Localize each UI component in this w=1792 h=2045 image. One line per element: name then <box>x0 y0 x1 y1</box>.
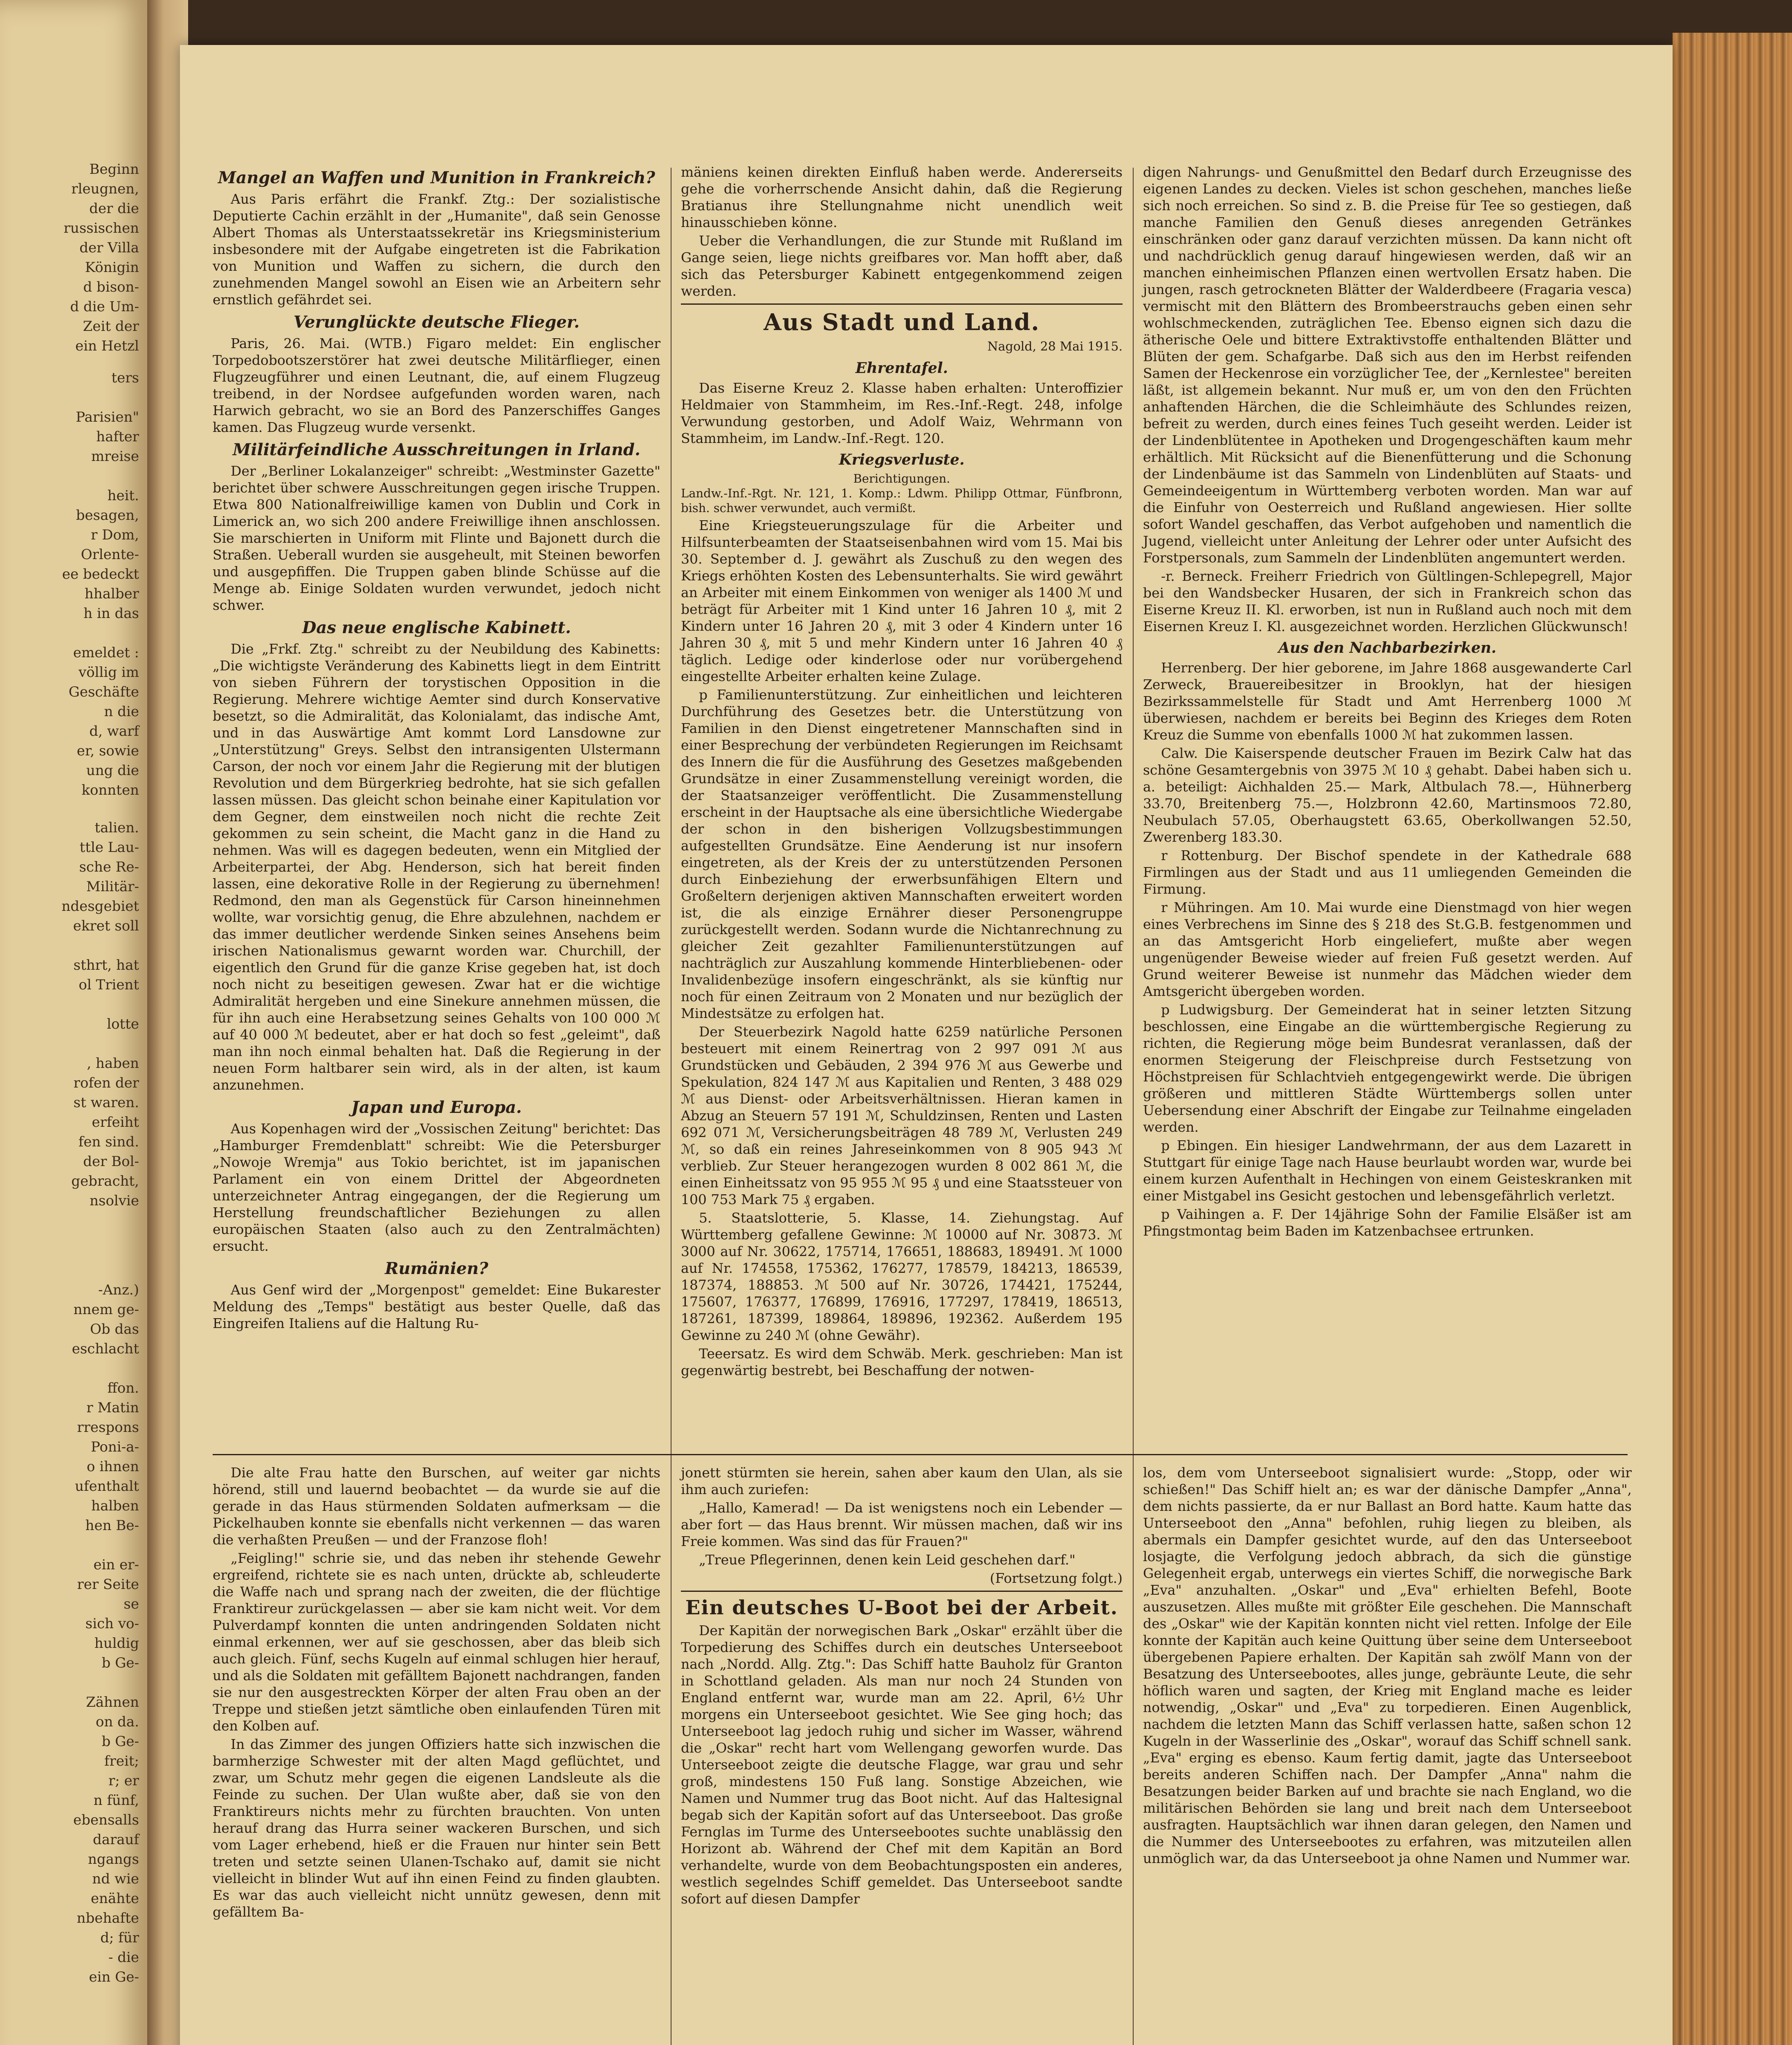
article-text: Landw.-Inf.-Rgt. Nr. 121, 1. Komp.: Ldwm. Philipp Ottmar, Fünfbronn, bish. schwer verwundet, auch vermißt. <box>681 486 1123 515</box>
feuilleton-separator <box>213 1454 1628 1455</box>
column-divider <box>1133 1458 1134 2045</box>
story-text: „Feigling!" schrie sie, und das neben ihr stehende Gewehr ergreifend, richtete sie es nach unten, drückte ab, schleuderte die Waffe nach und sprang nach der zweiten, die der flüchtige Franktireur zurückgelassen — aber sie kam nicht weit. Vor dem Pulverdampf konnten die unten andringenden Soldaten nicht einmal erkennen, wer auf sie geschossen, aber das bleib sich auch gleich. Fünf, sechs Kugeln auf einmal schlugen hier herauf, und als die Soldaten mit gefälltem Bajonett nachdrangen, fanden sie nur den ausgestreckten Körper der alten Frau oben an der Treppe und stießen jetzt sämtliche oben einlaufenden Türen mit den Kolben auf. <box>213 1550 660 1734</box>
feuilleton-column-3 <box>1143 1464 1632 1868</box>
article-text: Calw. Die Kaiserspende deutscher Frauen im Bezirk Calw hat das schöne Gesamtergebnis von 3975 ℳ 10 ₰ gehabt. Dabei haben sich u. a. beteiligt: Aichhalden 25.— Mark, Altbulach 78.—, Hühnerberg 33.70, Breitenberg 75.—, Holzbronn 42.60, Martinsmoos 72.80, Neubulach 57.05, Oberhaugstett 63.65, Oberkollwangen 52.50, Zwerenberg 183.30. <box>1143 745 1632 845</box>
newspaper-page <box>180 45 1673 2045</box>
section-rule <box>681 303 1123 305</box>
continuation-note: (Fortsetzung folgt.) <box>990 1570 1123 1586</box>
subheading: Berichtigungen. <box>853 472 950 485</box>
headline: Das neue englische Kabinett. <box>302 618 571 637</box>
article-text: Paris, 26. Mai. (WTB.) Figaro meldet: Ein englischer Torpedobootszerstörer hat zwei deutsche Militärflieger, einen Flugzeugführer und einen Leutnant, die, auf einem Flugzeug treibend, in der Nordsee aufgefunden worden waren, nach Harwich gebracht, wo sie an Bord des Panzerschiffes Ganges kamen. Das Flugzeug wurde versenkt. <box>213 335 660 435</box>
column-1 <box>213 164 660 1333</box>
story-text: jonett stürmten sie herein, sahen aber kaum den Ulan, als sie ihm auch zuriefen: <box>681 1465 1123 1497</box>
column-divider <box>1133 168 1134 1468</box>
article-text: p Ebingen. Ein hiesiger Landwehrmann, der aus dem Lazarett in Stuttgart für einige Tage nach Hause beurlaubt worden war, wurde bei einem kurzen Aufenthalt in Hechingen von einem Geisteskranken mit einer Mistgabel ins Gesicht gestochen und lebensgefährlich verletzt. <box>1143 1137 1632 1204</box>
column-2 <box>681 164 1123 1380</box>
article-text: r Mühringen. Am 10. Mai wurde eine Dienstmagd von hier wegen eines Verbrechens im Sinne des § 218 des St.G.B. festgenommen und an das Amtsgericht Horb eingeliefert, mußte aber wegen ungenügender Beweise wieder auf freien Fuß gesetzt werden. Auf Grund weiterer Beweise ist nunmehr das Mädchen wieder dem Amtsgericht übergeben worden. <box>1143 899 1632 999</box>
article-text: p Familienunterstützung. Zur einheitlichen und leichteren Durchführung des Gesetzes betr. die Unterstützung von Familien in den Dienst eingetretener Mannschaften sind in einer Besprechung der verbündeten Regierungen im Reichsamt des Innern die für die Ausführung des Gesetzes maßgebenden Grundsätze in einer Zusammenstellung vereinigt worden, die der Staatsanzeiger veröffentlicht. Die Zusammenstellung erscheint in der Hauptsache als eine übersichtliche Wiedergabe der schon in den bisherigen Vollzugsbestimmungen aufgestellten Grundsätze. Eine Aenderung ist nur insofern eingetreten, als der Kreis der zu unterstützenden Personen durch Einbeziehung der erwerbsunfähigen Eltern und Großeltern derjenigen aktiven Mannschaften erweitert worden ist, die als einzige Ernährer dieser Personengruppe zurückgestellt werden. Sodann wurde die Nichtanrechnung zu gleicher Zeit gezahlter Familienunterstützungen auf nachträglich zur Auszahlung kommende Hinterbliebenen- oder Invalidenbezüge insofern eingeschränkt, als sie künftig nur noch für einen Zeitraum von 2 Monaten und nur bezüglich der Mindestsätze zu erfolgen hat. <box>681 687 1123 1021</box>
article-text: Der „Berliner Lokalanzeiger" schreibt: „Westminster Gazette" berichtet über schwere Ausschreitungen gegen irische Truppen. Etwa 800 Nationalfreiwillige kamen von Dublin und Cork in Limerick an, wo sich 200 andere Freiwillige ihnen anschlossen. Sie marschierten in Uniform mit Flinte und Bajonett durch die Straßen. Ueberall wurden sie ausgeheult, mit Steinen beworfen und ausgepfiffen. Die Truppen gaben blinde Schüsse auf die Menge ab. Einige Soldaten wurden verwundet, jedoch nicht schwer. <box>213 463 660 613</box>
article-text: mäniens keinen direkten Einfluß haben werde. Andererseits gehe die vorherrschende Ansicht dahin, daß die Regierung Bratianus ihre Stellungnahme nicht unendlich weit hinausschieben könne. <box>681 164 1123 230</box>
article-text: Teeersatz. Es wird dem Schwäb. Merk. geschrieben: Man ist gegenwärtig bestrebt, bei Beschaffung der notwen- <box>681 1346 1123 1378</box>
section-rule <box>681 1591 1123 1592</box>
page-edges-stack <box>1673 33 1792 2045</box>
headline: Kriegsverluste. <box>839 451 965 468</box>
article-text: Aus Kopenhagen wird der „Vossischen Zeitung" berichtet: Das „Hamburger Fremdenblatt" schreibt: Wie die Petersburger „Nowoje Wremja" aus Tokio berichtet, ist im japanischen Parlament ein von einem Drittel der Abgeordneten unterzeichneter Antrag eingegangen, der die Regierung um Herstellung freundschaftlicher Beziehungen zu allen europäischen Staaten (also auch zu den Zentralmächten) ersucht. <box>213 1121 660 1254</box>
article-text: -r. Berneck. Freiherr Friedrich von Gültlingen-Schlepegrell, Major bei den Wandsbecker Husaren, der sich in Frankreich schon das Eiserne Kreuz II. Kl. erworben, ist nun in Rußland auch noch mit dem Eisernen Kreuz I. Kl. ausgezeichnet worden. Herzlichen Glückwunsch! <box>1143 568 1632 634</box>
headline: Verunglückte deutsche Flieger. <box>293 312 580 332</box>
left-page-stub-text: -Anz.) nnem ge- Ob das eschlacht ffon. r Matin rrespons Poni-a- o ihnen ufenthalt halben hen Be- ein er- rer Seite se sich vo- huldig b Ge- Zähnen on da. b Ge- freit; r; er n fünf, ebensalls darauf ngangs nd wie enähte nbehafte d; für - die ein Ge- <box>72 1282 139 1985</box>
headline: Japan und Europa. <box>351 1098 522 1117</box>
article-text: Das Eiserne Kreuz 2. Klasse haben erhalten: Unteroffizier Heldmaier von Stammheim, im Res.-Inf.-Regt. 248, infolge Verwundung gestorben, und Adolf Waiz, Wehrmann von Stammheim, im Landw.-Inf.-Regt. 120. <box>681 380 1123 446</box>
feuilleton-column-1 <box>213 1464 660 1922</box>
article-text: los, dem vom Unterseeboot signalisiert wurde: „Stopp, oder wir schießen!" Das Schiff hielt an; es war der dänische Dampfer „Anna", dem nichts passierte, da er nur Ballast an Bord hatte. Kaum hatte das Unterseeboot den „Anna" befohlen, ruhig liegen zu bleiben, als abermals ein Dampfer gesichtet wurde, auf den das Unterseeboot losjagte, die Verfolgung jedoch abbrach, da sich die günstige Gelegenheit ergab, unterwegs ein viertes Schiff, die norwegische Bark „Eva" anzuhalten. „Oskar" und „Eva" erhielten Befehl, Boote auszusetzen. Alles mußte mit größter Eile geschehen. Die Mannschaft des „Oskar" wie der Kapitän konnten nicht viel retten. Infolge der Eile konnte der Kapitän auch keine Quittung über seine dem Unterseeboot übergebenen Papiere erhalten. Der Kapitän sah zwölf Mann von der Besatzung des Unterseebootes, alles junge, gebräunte Leute, die sehr höflich waren und sagten, der Krieg mit England mache es leider notwendig, „Oskar" und „Eva" zu torpedieren. Einen Augenblick, nachdem die letzten Mann das Schiff verlassen hatte, saßen schon 12 Kugeln in der Wasserlinie des „Oskar", worauf das Schiff schnell sank. „Eva" erging es ebenso. Kaum fertig damit, jagte das Unterseeboot bereits anderen Schiffen nach. Der Dampfer „Anna" nahm die Besatzungen beider Barken auf und brachte sie nach England, wo die militärischen Behörden sie lang und breit nach dem Unterseeboot ausfragten. Hauptsächlich war ihnen daran gelegen, den Namen und die Nummer des Unterseebootes zu erfahren, was mitzuteilen allen unmöglich war, da das Unterseeboot ja ohne Namen und Nummer war. <box>1143 1465 1632 1866</box>
article-text: r Rottenburg. Der Bischof spendete in der Kathedrale 688 Firmlingen aus der Stadt und aus 11 umliegenden Gemeinden die Firmung. <box>1143 847 1632 897</box>
section-headline: Aus Stadt und Land. <box>764 309 1040 336</box>
headline: Ein deutsches U-Boot bei der Arbeit. <box>685 1596 1118 1619</box>
article-text: Der Steuerbezirk Nagold hatte 6259 natürliche Personen besteuert mit einem Reinertrag von 2 997 091 ℳ aus Grundstücken und Gebäuden, 2 394 976 ℳ aus Gewerbe und Spekulation, 824 147 ℳ aus Kapitalien und Renten, 3 488 029 ℳ aus Dienst- oder Arbeitsverhältnissen. Hieran kamen in Abzug an Steuern 57 191 ℳ, Schuldzinsen, Renten und Lasten 692 071 ℳ, Versicherungsbeiträgen 48 789 ℳ, Verlusten 249 ℳ, so daß ein reines Jahreseinkommen von 8 905 943 ℳ verblieb. Zur Steuer herangezogen wurden 8 002 861 ℳ, die einen Einheitssatz von 95 955 ℳ 95 ₰ und eine Staatssteuer von 100 753 Mark 75 ₰ ergaben. <box>681 1024 1123 1207</box>
headline: Mangel an Waffen und Munition in Frankreich? <box>218 168 655 187</box>
article-text: Herrenberg. Der hier geborene, im Jahre 1868 ausgewanderte Carl Zerweck, Brauereibesitzer in Brooklyn, hat der hiesigen Bezirkssammelstelle für Stadt und Amt Herrenberg 1000 ℳ überwiesen, nachdem er bereits bei Beginn des Krieges dem Roten Kreuz die Summe von ebenfalls 1000 ℳ hat zukommen lassen. <box>1143 660 1632 743</box>
article-text: Die „Frkf. Ztg." schreibt zu der Neubildung des Kabinetts: „Die wichtigste Veränderung des Kabinetts liegt in dem Eintritt von sieben Führern der torystischen Opposition in die Regierung. Mehrere wichtige Aemter sind durch Konservative besetzt, so die Admiralität, das Kolonialamt, das indische Amt, und in das Auswärtige Amt kommt Lord Lansdowne zur „Unterstützung" Greys. Selbst den intransigenten Ulstermann Carson, der noch vor einem Jahr die Regierung mit der blutigen Revolution und dem Bürgerkrieg bedrohte, hat sie sich gefallen lassen müssen. Das gleicht schon beinahe einer Kapitulation vor dem Gegner, dem einstweilen noch nicht die rechte Zeit gekommen zu sein scheint, die Macht ganz in die Hand zu nehmen. Was will es dagegen bedeuten, wenn ein Mitglied der Arbeiterpartei, der Abg. Henderson, sich hat bereit finden lassen, eine dekorative Rolle in der Regierung zu übernehmen! Redmond, den man als Gegenstück für Carson hineinnehmen wollte, war vorsichtig genug, die Ehre abzulehnen, nachdem er das immer deutlicher werdende Sinken seines Ansehens beim irischen Nationalismus gewarnt worden war. Churchill, der eigentlich den Grund für die ganze Krise gegeben hat, ist doch noch nicht zu beseitigen gewesen. Zwar hat er die wichtige Admiralität hergeben und eine Sinekure annehmen müssen, die für ihn auch eine Herabsetzung seines Gehalts von 100 000 ℳ auf 40 000 ℳ bedeutet, aber er hat doch so fest „geleimt", daß man ihn noch einmal behalten hat. Daß die Regierung in der neuen Form haltbarer sein wird, als in der alten, ist kaum anzunehmen. <box>213 641 660 1093</box>
article-text: Ueber die Verhandlungen, die zur Stunde mit Rußland im Gange seien, liege nichts greifbares vor. Man hofft aber, daß sich das Petersburger Kabinett entgegenkommend zeigen werden. <box>681 233 1123 299</box>
article-text: p Vaihingen a. F. Der 14jährige Sohn der Familie Elsäßer ist am Pfingstmontag beim Baden im Katzenbachsee ertrunken. <box>1143 1206 1632 1239</box>
article-text: Eine Kriegsteuerungszulage für die Arbeiter und Hilfsunterbeamten der Staatseisenbahnen wird vom 15. Mai bis 30. September d. J. gewährt als Zuschuß zu den wegen des Kriegs erhöhten Kosten des Lebensunterhalts. Sie wird gewährt an Arbeiter mit einem Einkommen von weniger als 1400 ℳ und beträgt für Arbeiter mit 1 Kind unter 16 Jahren 10 ₰, mit 2 Kindern unter 16 Jahren 20 ₰, mit 3 oder 4 Kindern unter 16 Jahren 30 ₰, mit 5 und mehr Kindern unter 16 Jahren 40 ₰ täglich. Ledige oder kinderlose oder nur vorübergehend eingestellte Arbeiter erhalten keine Zulage. <box>681 517 1123 684</box>
article-text: digen Nahrungs- und Genußmittel den Bedarf durch Erzeugnisse des eigenen Landes zu decken. Vieles ist schon geschehen, manches ließe sich noch erreichen. So sind z. B. die Preise für Tee so gestiegen, daß manche Familien den Genuß dieses anregenden Getränkes einschränken oder ganz darauf verzichten müssen. Da kann nicht oft und nachdrücklich genug darauf hingewiesen werden, daß wir an manchen einheimischen Pflanzen einen wertvollen Ersatz haben. Die jungen, rasch getrockneten Blätter der Walderdbeere (Fragaria vesca) vermischt mit den Blättern des Brombeerstrauchs geben einen sehr wohlschmeckenden, zuträglichen Tee. Ebenso eignen sich dazu die ätherische Oele und bittere Extraktivstoffe enthaltenden Blätter und Blüten der gem. Schafgarbe. Daß sich aus den im Herbst reifenden Samen der Heckenrose ein vorzüglicher Tee, der „Kernlestee" bereiten läßt, ist allgemein bekannt. Nur muß er, um von den den Früchten anhaftenden Härchen, die die Schleimhäute des Schlundes reizen, befreit zu werden, durch eines feines Tuch geseiht werden. Leider ist der Lindenblütentee in Apotheken und Drogengeschäften kaum mehr erhältlich. Mit Rücksicht auf die Bienenfütterung und die Schonung der Lindenbäume ist das Sammeln von Lindenblüten auf Staats- und Gemeindeeigentum in Württemberg verboten worden. Man war auf die Einfuhr von Oesterreich und Rußland angewiesen. Hier sollte sofort Wandel geschaffen, das Verbot aufgehoben und namentlich die Jugend, vielleicht unter Anleitung der Lehrer oder unter Aufsicht des Forstpersonals, zum Sammeln der Lindenblüten angemuntert werden. <box>1143 164 1632 566</box>
article-text: 5. Staatslotterie, 5. Klasse, 14. Ziehungstag. Auf Württemberg gefallene Gewinne: ℳ 10000 auf Nr. 30873. ℳ 3000 auf Nr. 30622, 175714, 176651, 188683, 189491. ℳ 1000 auf Nr. 174558, 175362, 176277, 178579, 184213, 186539, 187374, 188853. ℳ 500 auf Nr. 30726, 174421, 175244, 175607, 176377, 176899, 176916, 177297, 178419, 186513, 187261, 187399, 189864, 189896, 192362. Außerdem 195 Gewinne zu 240 ℳ (ohne Gewähr). <box>681 1210 1123 1343</box>
story-text: Die alte Frau hatte den Burschen, auf weiter gar nichts hörend, still und lauernd beobachtet — da wurde sie auf die gerade in das Haus stürmenden Soldaten aufmerksam — die Pickelhauben konnte sie ebenfalls nicht verkennen — das waren die verhaßten Preußen — und der Franzose floh! <box>213 1465 660 1548</box>
left-page-stub-text: talien. ttle Lau- sche Re- Militär- ndesgebiet ekret soll sthrt, hat ol Trient lotte , haben rofen der st waren. erfeiht fen sind. der Bol- gebracht, nsolvie <box>61 820 139 1209</box>
left-page-edge <box>0 0 147 2045</box>
left-page-stub-text: ters Parisien" hafter mreise heit. besagen, r Dom, Orlente- ee bedeckt hhalber h in das emeldet : völlig im Geschäfte n die d, warf er, sowie ung die konnten <box>62 370 139 798</box>
story-text: „Hallo, Kamerad! — Da ist wenigstens noch ein Lebender — aber fort — das Haus brennt. Wir müssen machen, daß wir ins Freie kommen. Was sind das für Frauen?" <box>681 1500 1123 1549</box>
article-text: Aus Genf wird der „Morgenpost" gemeldet: Eine Bukarester Meldung des „Temps" bestätigt aus bester Quelle, daß das Eingreifen Italiens auf die Haltung Ru- <box>213 1282 660 1331</box>
story-text: In das Zimmer des jungen Offiziers hatte sich inzwischen die barmherzige Schwester mit der alten Magd geflüchtet, und zwar, um Schutz mehr gegen die eigenen Landsleute als die Feinde zu suchen. Der Ulan wußte aber, daß sie von den Franktireurs nichts mehr zu fürchten brauchten. Von unten herauf drang das Hurra seiner wackeren Burschen, und sich vom Lager erhebend, hieß er die Frauen nur hinter sein Bett treten und setzte seinen Ulanen-Tschako auf, damit sie nicht vielleicht in blinder Wut auf ihn einen Feind zu finden glaubten. Es war das auch vielleicht nicht unnütz gewesen, denn mit gefälltem Ba- <box>213 1736 660 1920</box>
article-text: Aus Paris erfährt die Frankf. Ztg.: Der sozialistische Deputierte Cachin erzählt in der „Humanite", daß sein Genosse Albert Thomas als Unterstaatssekretär ins Kriegsministerium insbesondere mit der Aufgabe eingetreten ist die Fabrikation von Munition und Waffen zu sichern, die durch den zunehmenden Mangel sowohl an Eisen wie an Arbeitern sehr ernstlich gefährdet sei. <box>213 191 660 308</box>
headline: Aus den Nachbarbezirken. <box>1278 639 1497 656</box>
headline: Ehrentafel. <box>855 360 948 377</box>
headline: Rumänien? <box>385 1259 488 1278</box>
column-3 <box>1143 164 1632 1241</box>
dateline: Nagold, 28 Mai 1915. <box>987 339 1123 354</box>
article-text: p Ludwigsburg. Der Gemeinderat hat in seiner letzten Sitzung beschlossen, eine Eingabe an die württembergische Regierung zu richten, die Regierung möge beim Bundesrat veranlassen, daß der enormen Steigerung der Fleischpreise durch Festsetzung von Höchstpreisen für Schlachtvieh entgegengewirkt werde. Die übrigen größeren und mittleren Städte Württembergs sollen unter Uebersendung einer Abschrift der Eingabe zur Teilnahme eingeladen werden. <box>1143 1002 1632 1135</box>
headline: Militärfeindliche Ausschreitungen in Irland. <box>233 440 640 459</box>
left-page-stub-text: Beginn rleugnen, der die russischen der Villa Königin d bison- d die Um- Zeit der ein Hetzl <box>63 161 139 354</box>
story-text: „Treue Pflegerinnen, denen kein Leid geschehen darf." <box>699 1552 1076 1568</box>
feuilleton-column-2 <box>681 1464 1123 1909</box>
article-text: Der Kapitän der norwegischen Bark „Oskar" erzählt über die Torpedierung des Schiffes durch ein deutsches Unterseeboot nach „Nordd. Allg. Ztg.": Das Schiff hatte Bauholz für Granton in Schottland geladen. Als man nur noch 24 Stunden von England entfernt war, wurde man am 22. April, 6½ Uhr morgens ein Unterseeboot gesichtet. Wie See ging hoch; das Unterseeboot lag jedoch ruhig und sicher im Wasser, während die „Oskar" recht hart vom Wellengang geworfen wurde. Das Unterseeboot zeigte die deutsche Flagge, war grau und sehr groß, mindestens 150 Fuß lang. Sonstige Abzeichen, wie Namen und Nummer trug das Boot nicht. Auf das Haltesignal begab sich der Kapitän sofort auf das Unterseeboot. Das große Fernglas im Turme des Unterseebootes suchte unablässig den Horizont ab. Während der Chef mit dem Kapitän an Bord verhandelte, wurde von dem Beobachtungsposten ein anderes, westlich segelndes Schiff gemeldet. Das Unterseeboot sandte sofort auf diesen Dampfer <box>681 1623 1123 1907</box>
